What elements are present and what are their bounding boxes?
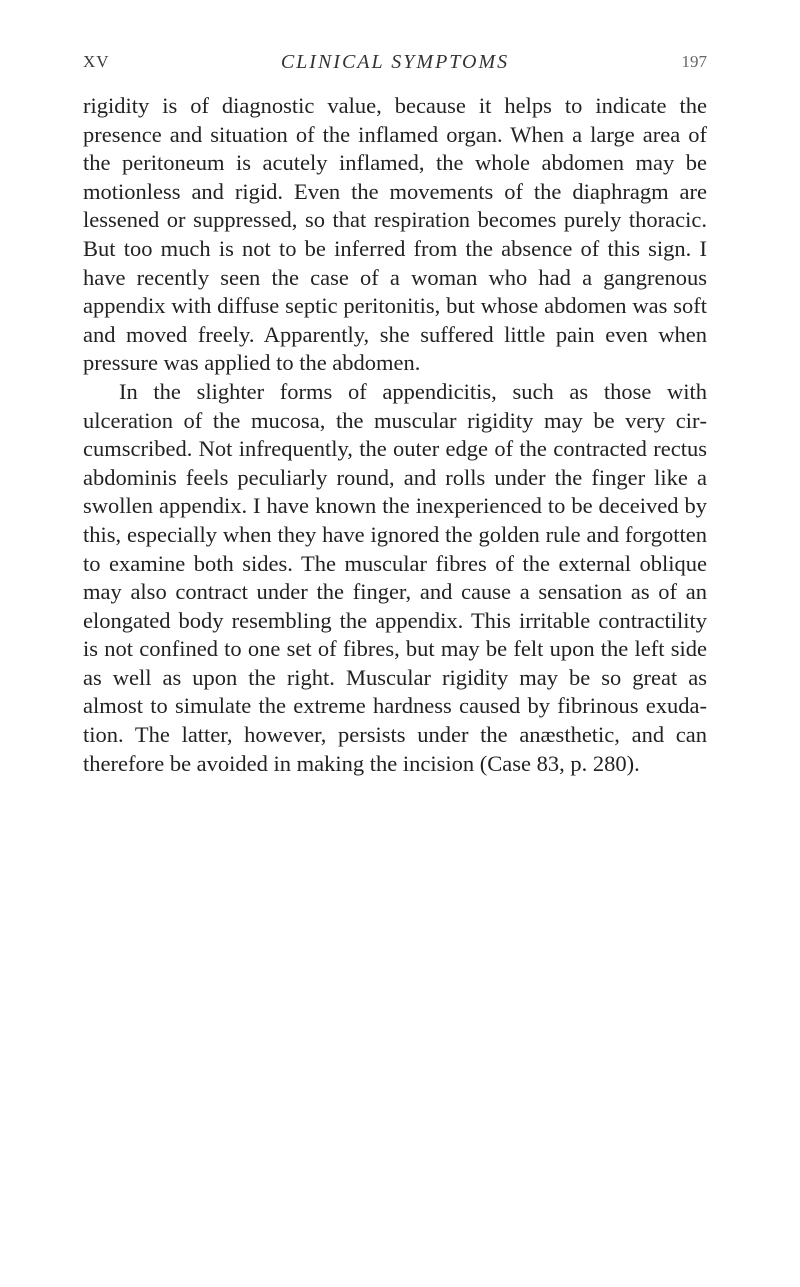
paragraph-continued: rigidity is of diagnostic value, because it helps to indicate the presence and situation of the inflamed organ. When a large area of the peritoneum is acutely inflamed, the whole abdomen may be motionless and rigid. Even the movements of the diaphragm are lessened or suppressed, so that respiration becomes purely thoracic. But too much is not to be inferred from the absence of this sign. I have recently seen the case of a woman who had a gangrenous appendix with diffuse septic peritonitis, but whose abdomen was soft and moved freely. Apparently, she suffered little pain even when pressure was applied to the abdomen. — [83, 93, 707, 376]
body-text — [83, 92, 707, 778]
page-header — [83, 52, 707, 76]
running-title: CLINICAL SYMPTOMS — [280, 51, 510, 73]
chapter-number: XV — [83, 52, 110, 71]
page-number: 197 — [681, 52, 707, 71]
paragraph: In the slighter forms of appendicitis, such as those with ulceration of the mucosa, the muscular rigidity may be very circumscribed. Not infrequently, the outer edge of the contracted rectus abdominis feels peculiarly round, and rolls under the finger like a swollen appendix. I have known the inexperienced to be deceived by this, especially when they have ignored the golden rule and forgotten to examine both sides. The muscular fibres of the external oblique may also contract under the finger, and cause a sensation as of an elongated body resembling the appendix. This irritable contractility is not confined to one set of fibres, but may be felt upon the left side as well as upon the right. Muscular rigidity may be so great as almost to simulate the extreme hardness caused by fibrinous exudation. The latter, however, persists under the anæsthetic, and can therefore be avoided in making the incision (Case 83, p. 280). — [83, 378, 707, 776]
